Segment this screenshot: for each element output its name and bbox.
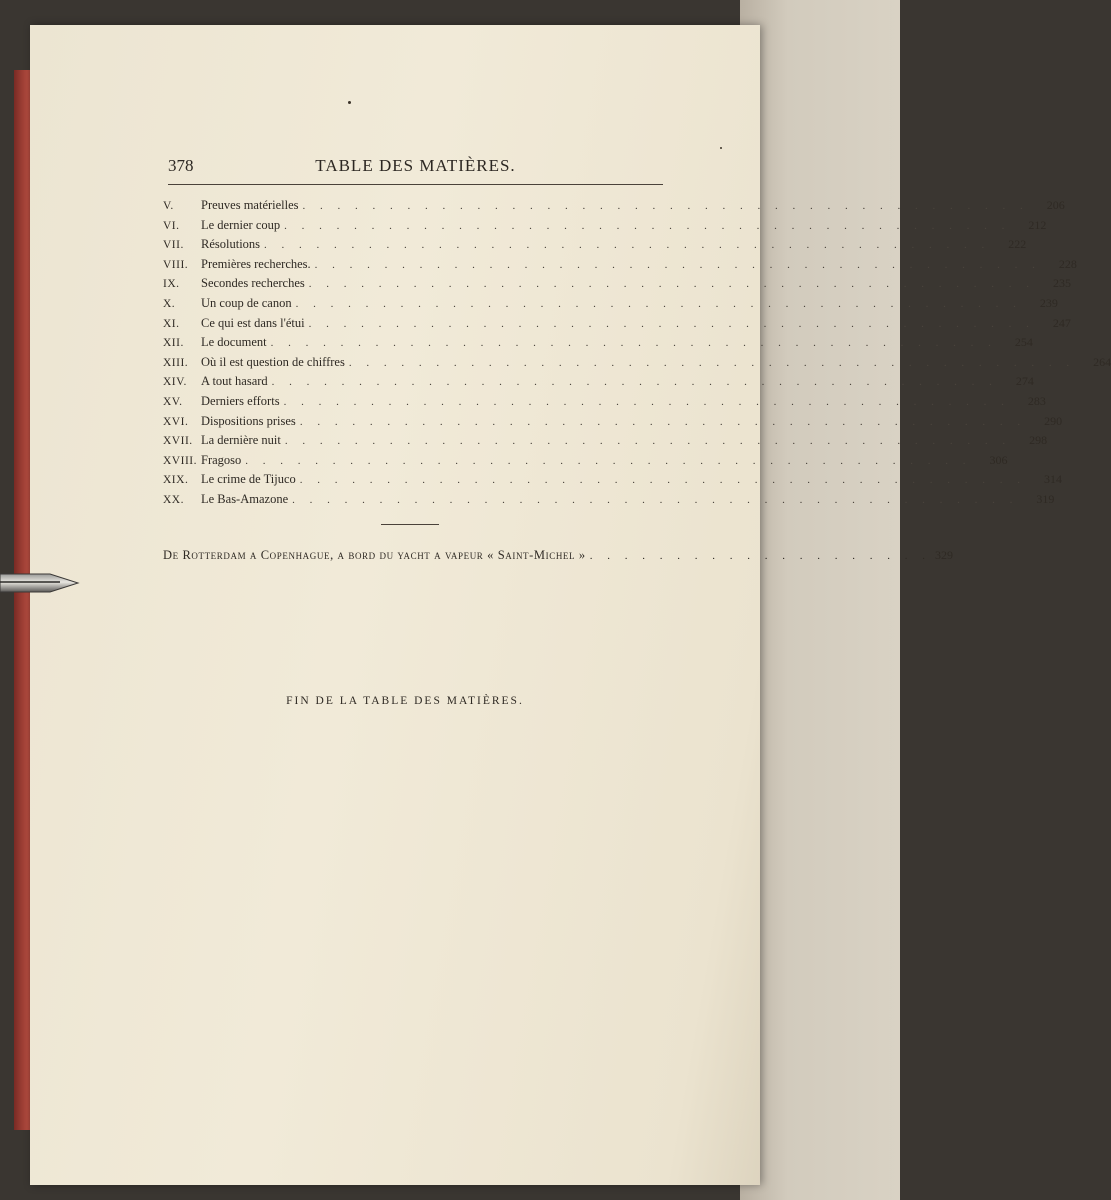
toc-row xyxy=(163,235,1027,255)
chapter-number: IX. xyxy=(163,278,180,291)
toc-row xyxy=(163,392,1046,412)
leader-dots: . . . . . . . . . . . . . . . . . . . . . . . . . . . . . . . . . . . . . . . . . . xyxy=(308,278,1036,291)
chapter-title: Dispositions prises xyxy=(201,413,296,428)
chapter-page: 264 xyxy=(1093,354,1111,369)
leader-dots: . . . . . . . . . . . . . . . . . . . . . . . . . . . . . . . . . . . . . . . . . . xyxy=(299,415,1027,428)
chapter-title: Fragoso xyxy=(201,452,242,467)
facing-page xyxy=(740,0,900,1200)
chapter-page: 314 xyxy=(1044,472,1063,487)
toc-row xyxy=(163,274,1072,294)
toc-row xyxy=(163,451,1008,471)
chapter-page: 254 xyxy=(1014,335,1033,350)
toc-row xyxy=(163,294,1058,314)
pen-icon xyxy=(0,568,80,598)
leader-dots: . . . . . . . . . . . . . . . . . . . . . . . . . . . . . . . . . . . . . . . . . . xyxy=(284,219,1011,232)
chapter-page: 283 xyxy=(1027,393,1046,408)
leader-dots: . . . . . . . . . . . . . . . . . . . . . . . . . . . . . . . . . . . . . . . . . . xyxy=(299,474,1027,487)
chapter-title: A tout hasard xyxy=(201,374,268,389)
chapter-number: XVIII. xyxy=(163,454,197,467)
chapter-title: Preuves matérielles xyxy=(201,198,299,212)
chapter-page: 274 xyxy=(1015,374,1034,389)
leader-dots: . . . . . . . . . . . . . . . . . . . . . . . . . . . . . . . . . . . . . . . . . . xyxy=(271,376,998,389)
leader-dots: . . . . . . . . . . . . . . . . . . . . . . . . . . . . . . . . . . . . . . . . . . xyxy=(295,297,1022,310)
chapter-title: Le crime de Tijuco xyxy=(201,472,296,487)
leader-dots: . . . . . . . . . . . . . . . . . . . . . . . . . . . . . . . . . . . . . . . . . . xyxy=(314,258,1041,271)
chapter-title: Un coup de canon xyxy=(201,295,292,310)
chapter-page: 239 xyxy=(1039,295,1058,310)
chapter-number: VII. xyxy=(163,239,184,252)
leader-dots: . . . . . . . . . . . . . . . . . . . . . . . . . . . . . . . . . . . . . . . . . . xyxy=(264,239,991,252)
header-rule xyxy=(168,184,663,185)
chapter-number: XVII. xyxy=(163,435,193,448)
chapter-page: 206 xyxy=(1046,198,1065,212)
chapter-number: XVI. xyxy=(163,415,189,428)
toc-row xyxy=(163,196,1065,216)
toc-row xyxy=(163,216,1047,236)
chapter-number: XIV. xyxy=(163,376,187,389)
table-of-contents xyxy=(163,196,1111,510)
chapter-title: La dernière nuit xyxy=(201,433,281,448)
leader-dots: . . . . . . . . . . . . . . . . . . . . . . . . . . . . . . . . . . . . . . . . . . xyxy=(292,493,1019,506)
paper-speck xyxy=(720,147,722,149)
chapter-number: V. xyxy=(163,200,174,212)
running-title: TABLE DES MATIÈRES. xyxy=(315,156,516,175)
chapter-number: XIX. xyxy=(163,474,189,487)
chapter-page: 247 xyxy=(1052,315,1071,330)
chapter-number: VIII. xyxy=(163,258,189,271)
chapter-title: Le Bas-Amazone xyxy=(201,491,289,506)
toc-row xyxy=(163,333,1033,353)
toc-row xyxy=(163,431,1048,451)
chapter-page: 290 xyxy=(1044,413,1063,428)
toc-row xyxy=(163,353,1111,373)
chapter-title: Le dernier coup xyxy=(201,217,281,232)
toc-row xyxy=(163,255,1077,275)
chapter-page: 306 xyxy=(989,452,1008,467)
leader-dots: . . . . . . . . . . . . . . . . . . . . . . . . . . . . . . . . . . . . . . . . . . xyxy=(283,395,1010,408)
chapter-title: Premières recherches. xyxy=(201,256,311,271)
chapter-number: VI. xyxy=(163,219,180,232)
chapter-title: Le document xyxy=(201,335,267,350)
toc-row xyxy=(163,314,1071,334)
leader-dots: . . . . . . . . . . . . . . . . . . . . . . . . . . . . . . . . . . . . . . . . . . xyxy=(348,356,1076,369)
leader-dots: . . . . . . . . . . . . . . . . . . . . . . . . . . . . . . . . . . . . . . . . . . xyxy=(245,454,972,467)
chapter-title: Ce qui est dans l'étui xyxy=(201,315,305,330)
toc-row xyxy=(163,470,1063,490)
end-note: FIN DE LA TABLE DES MATIÈRES. xyxy=(286,695,524,707)
chapter-title: Où il est question de chiffres xyxy=(201,354,345,369)
toc-row xyxy=(163,412,1063,432)
appendix-title: De Rotterdam a Copenhague, a bord du yacht a vapeur « Saint-Michel » xyxy=(163,548,586,562)
chapter-page: 228 xyxy=(1058,256,1077,271)
chapter-page: 222 xyxy=(1008,237,1027,252)
chapter-title: Résolutions xyxy=(201,237,261,252)
paper-speck xyxy=(348,101,351,104)
chapter-page: 319 xyxy=(1036,491,1055,506)
leader-dots: . . . . . . . . . . . . . . . . . . . . xyxy=(589,550,931,562)
toc-row xyxy=(163,372,1034,392)
chapter-page: 235 xyxy=(1053,276,1072,291)
chapter-page: 212 xyxy=(1028,217,1047,232)
chapter-number: XII. xyxy=(163,337,184,350)
leader-dots: . . . . . . . . . . . . . . . . . . . . . . . . . . . . . . . . . . . . . . . . . . xyxy=(302,200,1029,212)
chapter-number: XX. xyxy=(163,493,184,506)
toc-row xyxy=(163,490,1055,510)
chapter-number: XI. xyxy=(163,317,180,330)
leader-dots: . . . . . . . . . . . . . . . . . . . . . . . . . . . . . . . . . . . . . . . . . . xyxy=(284,435,1012,448)
page-number: 378 xyxy=(168,156,194,175)
chapter-number: X. xyxy=(163,297,176,310)
chapter-title: Secondes recherches xyxy=(201,276,305,291)
leader-dots: . . . . . . . . . . . . . . . . . . . . . . . . . . . . . . . . . . . . . . . . . . xyxy=(270,337,997,350)
chapter-page: 298 xyxy=(1029,433,1048,448)
appendix-page: 329 xyxy=(934,548,953,562)
section-divider xyxy=(381,524,439,525)
chapter-title: Derniers efforts xyxy=(201,393,280,408)
chapter-number: XIII. xyxy=(163,356,189,369)
leader-dots: . . . . . . . . . . . . . . . . . . . . . . . . . . . . . . . . . . . . . . . . . . xyxy=(308,317,1035,330)
chapter-number: XV. xyxy=(163,395,183,408)
appendix-entry xyxy=(163,548,953,563)
